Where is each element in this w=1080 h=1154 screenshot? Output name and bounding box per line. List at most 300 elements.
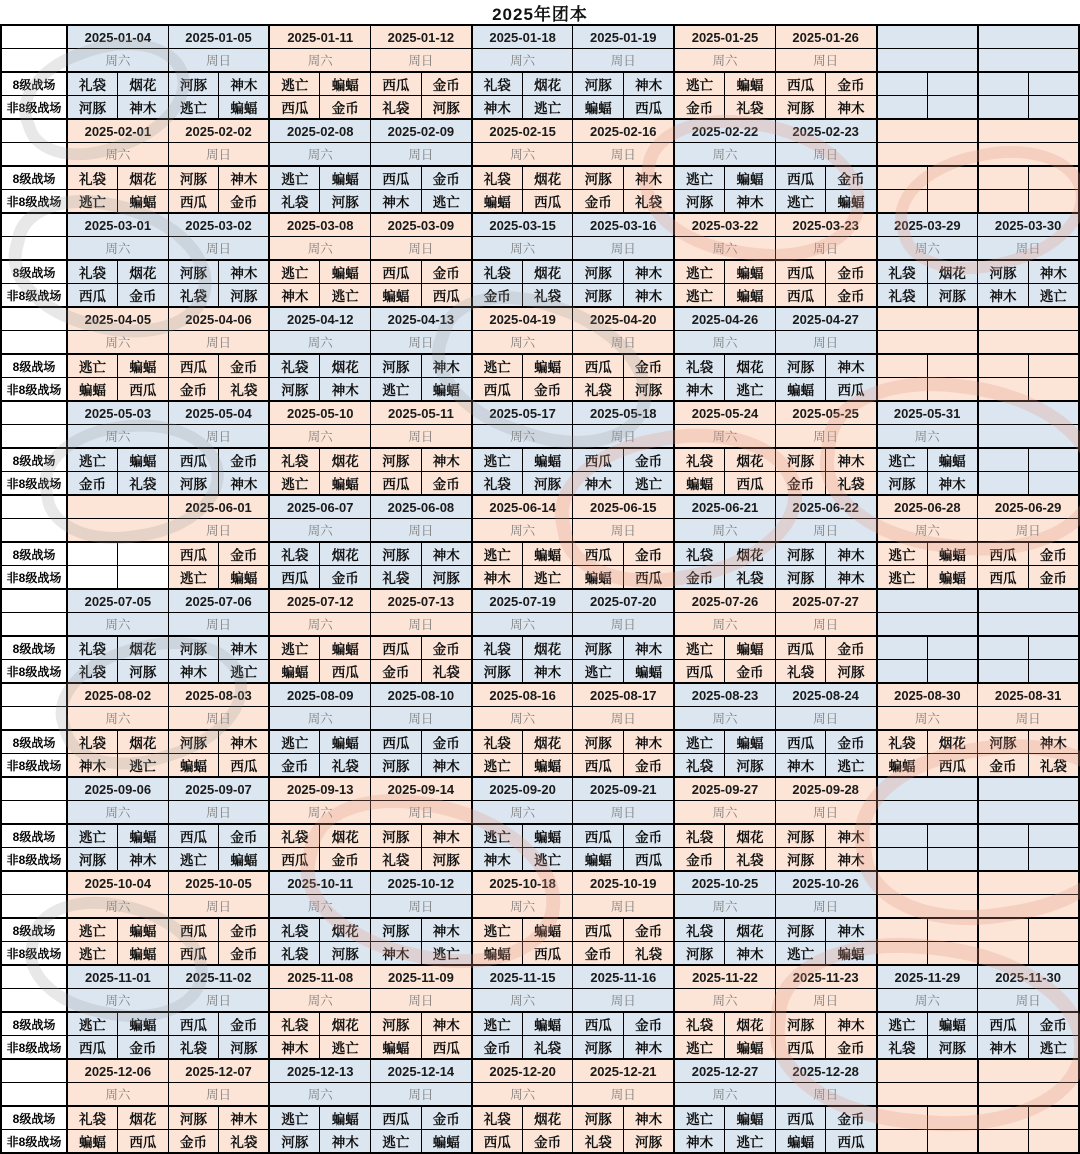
date-cell: 2025-01-05 [168, 25, 269, 49]
non-tier8-value-cell: 金币 [118, 284, 169, 308]
non-tier8-value-cell: 礼袋 [269, 942, 320, 966]
tier8-value-cell [877, 166, 928, 190]
month-days-row [1, 895, 1079, 919]
non-tier8-value-cell: 逃亡 [674, 1036, 725, 1060]
non-tier8-value-cell: 河豚 [472, 660, 523, 684]
weekday-cell: 周六 [674, 331, 775, 355]
non-tier8-value-cell: 礼袋 [573, 1130, 624, 1154]
month-dates-row [1, 871, 1079, 895]
tier8-value-cell: 西瓜 [168, 354, 219, 378]
date-cell: 2025-10-05 [168, 871, 269, 895]
weekday-cell: 周六 [269, 1083, 370, 1107]
tier8-value-cell: 西瓜 [775, 260, 826, 284]
date-cell: 2025-12-21 [573, 1059, 674, 1083]
date-cell: 2025-09-06 [67, 777, 168, 801]
tier8-value-cell: 神木 [421, 824, 472, 848]
tier8-value-cell: 逃亡 [269, 72, 320, 96]
empty-weekday-cell [978, 425, 1079, 449]
tier8-value-cell: 西瓜 [371, 730, 422, 754]
month-dates-row [1, 119, 1079, 143]
row-label-tier8: 8级战场 [1, 1106, 67, 1130]
weekday-cell: 周日 [978, 237, 1079, 261]
tier8-value-cell: 河豚 [978, 730, 1029, 754]
tier8-value-cell: 蝙蝠 [522, 354, 573, 378]
weekday-cell: 周六 [674, 613, 775, 637]
date-cell: 2025-10-26 [775, 871, 876, 895]
non-tier8-value-cell: 神木 [118, 96, 169, 120]
weekday-cell: 周日 [775, 49, 876, 73]
weekday-cell: 周六 [472, 613, 573, 637]
tier8-value-cell [1028, 824, 1079, 848]
non-tier8-value-cell: 礼袋 [624, 190, 675, 214]
date-cell: 2025-09-21 [573, 777, 674, 801]
non-tier8-value-cell [1028, 942, 1079, 966]
date-cell: 2025-05-25 [775, 401, 876, 425]
corner-cell [1, 49, 67, 73]
tier8-value-cell: 逃亡 [674, 166, 725, 190]
weekday-cell: 周日 [775, 425, 876, 449]
weekday-cell: 周日 [371, 143, 472, 167]
non-tier8-value-cell: 礼袋 [1028, 754, 1079, 778]
non-tier8-value-cell [927, 1130, 978, 1154]
non-tier8-value-cell: 逃亡 [1028, 1036, 1079, 1060]
date-cell: 2025-08-16 [472, 683, 573, 707]
non-tier8-value-cell: 神木 [624, 1036, 675, 1060]
non-tier8-value-cell: 逃亡 [624, 472, 675, 496]
tier8-value-cell: 河豚 [573, 636, 624, 660]
weekday-cell: 周日 [775, 989, 876, 1013]
tier8-value-cell [1028, 448, 1079, 472]
non-tier8-value-cell: 逃亡 [877, 566, 928, 590]
tier8-value-cell: 逃亡 [67, 918, 118, 942]
tier8-value-cell: 逃亡 [67, 448, 118, 472]
non-tier8-value-cell: 河豚 [371, 754, 422, 778]
tier8-value-cell: 逃亡 [269, 730, 320, 754]
empty-date-cell [978, 777, 1079, 801]
tier8-values-row [1, 730, 1079, 754]
tier8-value-cell: 西瓜 [371, 166, 422, 190]
tier8-value-cell: 蝙蝠 [320, 636, 371, 660]
non-tier8-values-row [1, 754, 1079, 778]
non-tier8-value-cell: 河豚 [624, 1130, 675, 1154]
date-cell: 2025-04-27 [775, 307, 876, 331]
tier8-value-cell: 逃亡 [877, 542, 928, 566]
non-tier8-value-cell: 逃亡 [1028, 284, 1079, 308]
non-tier8-value-cell [877, 660, 928, 684]
non-tier8-values-row [1, 96, 1079, 120]
date-cell: 2025-02-15 [472, 119, 573, 143]
non-tier8-value-cell: 逃亡 [371, 1130, 422, 1154]
tier8-value-cell: 西瓜 [775, 166, 826, 190]
weekday-cell: 周日 [371, 519, 472, 543]
weekday-cell: 周六 [674, 237, 775, 261]
date-cell: 2025-05-18 [573, 401, 674, 425]
weekday-cell: 周日 [371, 895, 472, 919]
tier8-value-cell: 河豚 [168, 72, 219, 96]
non-tier8-value-cell: 礼袋 [168, 284, 219, 308]
tier8-value-cell [978, 448, 1029, 472]
tier8-value-cell: 神木 [624, 1106, 675, 1130]
tier8-value-cell: 礼袋 [269, 824, 320, 848]
non-tier8-value-cell: 礼袋 [371, 566, 422, 590]
non-tier8-value-cell: 逃亡 [522, 848, 573, 872]
empty-date-cell [877, 1059, 978, 1083]
non-tier8-value-cell: 礼袋 [219, 1130, 270, 1154]
weekday-cell: 周六 [674, 895, 775, 919]
date-cell: 2025-12-27 [674, 1059, 775, 1083]
non-tier8-value-cell: 西瓜 [67, 284, 118, 308]
non-tier8-value-cell: 蝙蝠 [725, 284, 776, 308]
non-tier8-value-cell: 金币 [674, 566, 725, 590]
tier8-value-cell [1028, 354, 1079, 378]
tier8-value-cell [877, 636, 928, 660]
non-tier8-value-cell: 逃亡 [168, 566, 219, 590]
tier8-value-cell: 烟花 [320, 448, 371, 472]
tier8-value-cell: 蝙蝠 [320, 730, 371, 754]
date-cell: 2025-07-20 [573, 589, 674, 613]
empty-date-cell [978, 1059, 1079, 1083]
tier8-value-cell: 蝙蝠 [725, 72, 776, 96]
non-tier8-value-cell: 金币 [320, 566, 371, 590]
non-tier8-value-cell [978, 190, 1029, 214]
non-tier8-value-cell: 金币 [320, 96, 371, 120]
non-tier8-value-cell: 神木 [371, 190, 422, 214]
row-label-non-tier8: 非8级战场 [1, 96, 67, 120]
non-tier8-value-cell: 西瓜 [118, 1130, 169, 1154]
weekday-cell: 周日 [371, 613, 472, 637]
weekday-cell: 周日 [775, 613, 876, 637]
non-tier8-value-cell: 蝙蝠 [472, 942, 523, 966]
tier8-value-cell: 礼袋 [269, 448, 320, 472]
non-tier8-value-cell: 逃亡 [573, 660, 624, 684]
date-cell: 2025-07-26 [674, 589, 775, 613]
non-tier8-values-row [1, 1036, 1079, 1060]
weekday-cell: 周六 [67, 237, 168, 261]
tier8-value-cell: 逃亡 [877, 1012, 928, 1036]
tier8-values-row [1, 1012, 1079, 1036]
non-tier8-value-cell: 礼袋 [522, 284, 573, 308]
non-tier8-value-cell [927, 848, 978, 872]
tier8-value-cell: 礼袋 [269, 354, 320, 378]
non-tier8-value-cell: 西瓜 [219, 754, 270, 778]
corner-cell [1, 495, 67, 519]
non-tier8-value-cell [1028, 1130, 1079, 1154]
tier8-value-cell: 金币 [826, 636, 877, 660]
tier8-value-cell [927, 354, 978, 378]
corner-cell [1, 707, 67, 731]
non-tier8-value-cell: 礼袋 [118, 472, 169, 496]
weekday-cell: 周日 [371, 989, 472, 1013]
non-tier8-value-cell: 蝙蝠 [826, 942, 877, 966]
month-dates-row [1, 683, 1079, 707]
weekday-cell: 周六 [877, 989, 978, 1013]
non-tier8-value-cell [1028, 472, 1079, 496]
tier8-value-cell: 神木 [826, 824, 877, 848]
non-tier8-value-cell: 神木 [118, 848, 169, 872]
date-cell: 2025-03-16 [573, 213, 674, 237]
empty-weekday-cell [877, 143, 978, 167]
corner-cell [1, 331, 67, 355]
date-cell: 2025-10-18 [472, 871, 573, 895]
tier8-value-cell: 西瓜 [168, 542, 219, 566]
tier8-value-cell: 蝙蝠 [118, 1012, 169, 1036]
date-cell: 2025-11-15 [472, 965, 573, 989]
weekday-cell: 周日 [168, 895, 269, 919]
date-cell: 2025-01-04 [67, 25, 168, 49]
tier8-value-cell: 烟花 [118, 166, 169, 190]
weekday-cell: 周日 [371, 331, 472, 355]
row-label-non-tier8: 非8级战场 [1, 190, 67, 214]
date-cell: 2025-11-22 [674, 965, 775, 989]
tier8-value-cell: 神木 [219, 260, 270, 284]
non-tier8-value-cell: 河豚 [421, 96, 472, 120]
month-dates-row [1, 965, 1079, 989]
tier8-value-cell: 金币 [421, 260, 472, 284]
tier8-value-cell: 蝙蝠 [927, 448, 978, 472]
tier8-value-cell: 烟花 [320, 824, 371, 848]
tier8-value-cell: 神木 [826, 1012, 877, 1036]
corner-cell [1, 1059, 67, 1083]
tier8-value-cell: 蝙蝠 [725, 260, 776, 284]
tier8-value-cell: 金币 [421, 636, 472, 660]
tier8-value-cell: 河豚 [573, 1106, 624, 1130]
weekday-cell: 周六 [472, 425, 573, 449]
non-tier8-value-cell: 礼袋 [775, 660, 826, 684]
tier8-value-cell: 烟花 [725, 542, 776, 566]
date-cell: 2025-05-04 [168, 401, 269, 425]
month-days-row [1, 331, 1079, 355]
tier8-value-cell: 蝙蝠 [725, 166, 776, 190]
non-tier8-value-cell: 蝙蝠 [118, 942, 169, 966]
tier8-value-cell: 西瓜 [775, 72, 826, 96]
corner-cell [1, 895, 67, 919]
date-cell: 2025-01-19 [573, 25, 674, 49]
date-cell: 2025-11-01 [67, 965, 168, 989]
tier8-value-cell: 烟花 [522, 260, 573, 284]
non-tier8-value-cell: 神木 [371, 942, 422, 966]
non-tier8-value-cell: 蝙蝠 [775, 378, 826, 402]
date-cell: 2025-06-01 [168, 495, 269, 519]
non-tier8-value-cell: 神木 [978, 284, 1029, 308]
non-tier8-values-row [1, 848, 1079, 872]
non-tier8-value-cell: 蝙蝠 [219, 848, 270, 872]
date-cell: 2025-02-09 [371, 119, 472, 143]
weekday-cell: 周六 [472, 989, 573, 1013]
weekday-cell: 周六 [269, 989, 370, 1013]
non-tier8-value-cell: 逃亡 [421, 942, 472, 966]
tier8-value-cell: 西瓜 [573, 1012, 624, 1036]
non-tier8-value-cell: 逃亡 [168, 96, 219, 120]
tier8-value-cell: 礼袋 [472, 260, 523, 284]
weekday-cell: 周日 [775, 237, 876, 261]
date-cell: 2025-03-09 [371, 213, 472, 237]
weekday-cell: 周六 [67, 1083, 168, 1107]
row-label-non-tier8: 非8级战场 [1, 754, 67, 778]
month-dates-row [1, 777, 1079, 801]
weekday-cell: 周六 [269, 801, 370, 825]
date-cell: 2025-02-23 [775, 119, 876, 143]
non-tier8-value-cell: 逃亡 [674, 284, 725, 308]
empty-date-cell [877, 25, 978, 49]
tier8-value-cell: 西瓜 [573, 448, 624, 472]
non-tier8-value-cell: 河豚 [320, 190, 371, 214]
date-cell: 2025-10-04 [67, 871, 168, 895]
corner-cell [1, 683, 67, 707]
tier8-value-cell: 蝙蝠 [118, 354, 169, 378]
tier8-value-cell: 西瓜 [168, 1012, 219, 1036]
non-tier8-value-cell: 逃亡 [269, 472, 320, 496]
date-cell: 2025-03-02 [168, 213, 269, 237]
non-tier8-value-cell: 逃亡 [67, 190, 118, 214]
tier8-value-cell [978, 72, 1029, 96]
tier8-value-cell: 河豚 [573, 730, 624, 754]
non-tier8-value-cell: 金币 [219, 190, 270, 214]
date-cell: 2025-04-05 [67, 307, 168, 331]
date-cell: 2025-08-03 [168, 683, 269, 707]
weekday-cell: 周六 [269, 425, 370, 449]
tier8-value-cell: 烟花 [522, 166, 573, 190]
month-days-row [1, 519, 1079, 543]
tier8-value-cell: 神木 [624, 72, 675, 96]
tier8-value-cell: 逃亡 [472, 1012, 523, 1036]
non-tier8-value-cell: 西瓜 [624, 848, 675, 872]
tier8-value-cell: 金币 [421, 1106, 472, 1130]
tier8-value-cell: 礼袋 [472, 1106, 523, 1130]
tier8-value-cell: 蝙蝠 [725, 730, 776, 754]
weekday-cell: 周六 [472, 707, 573, 731]
date-cell: 2025-01-25 [674, 25, 775, 49]
weekday-cell: 周日 [573, 331, 674, 355]
non-tier8-value-cell [1028, 848, 1079, 872]
non-tier8-value-cell: 蝙蝠 [674, 472, 725, 496]
non-tier8-value-cell: 西瓜 [421, 1036, 472, 1060]
tier8-value-cell: 西瓜 [168, 448, 219, 472]
date-cell: 2025-12-14 [371, 1059, 472, 1083]
non-tier8-value-cell: 蝙蝠 [421, 378, 472, 402]
tier8-value-cell: 金币 [624, 542, 675, 566]
date-cell: 2025-04-19 [472, 307, 573, 331]
tier8-value-cell: 烟花 [927, 730, 978, 754]
non-tier8-value-cell [877, 96, 928, 120]
non-tier8-value-cell: 神木 [269, 1036, 320, 1060]
date-cell: 2025-07-13 [371, 589, 472, 613]
tier8-value-cell: 蝙蝠 [320, 72, 371, 96]
tier8-value-cell: 礼袋 [472, 730, 523, 754]
corner-cell [1, 425, 67, 449]
tier8-value-cell: 河豚 [168, 260, 219, 284]
weekday-cell: 周六 [674, 707, 775, 731]
non-tier8-value-cell: 逃亡 [522, 96, 573, 120]
non-tier8-value-cell [1028, 96, 1079, 120]
month-dates-row [1, 307, 1079, 331]
non-tier8-value-cell [877, 378, 928, 402]
non-tier8-value-cell: 河豚 [320, 942, 371, 966]
date-cell: 2025-01-18 [472, 25, 573, 49]
weekday-cell: 周六 [269, 49, 370, 73]
weekday-cell: 周六 [674, 49, 775, 73]
weekday-cell: 周日 [168, 613, 269, 637]
non-tier8-value-cell: 神木 [219, 472, 270, 496]
date-cell: 2025-09-28 [775, 777, 876, 801]
non-tier8-value-cell: 蝙蝠 [472, 190, 523, 214]
tier8-value-cell: 逃亡 [674, 260, 725, 284]
weekday-cell: 周六 [67, 425, 168, 449]
empty-weekday-cell [978, 331, 1079, 355]
non-tier8-value-cell: 礼袋 [826, 472, 877, 496]
non-tier8-value-cell: 金币 [168, 378, 219, 402]
non-tier8-value-cell: 神木 [725, 190, 776, 214]
weekday-cell: 周六 [674, 1083, 775, 1107]
non-tier8-value-cell: 逃亡 [371, 378, 422, 402]
tier8-value-cell: 河豚 [371, 1012, 422, 1036]
weekday-cell: 周六 [269, 707, 370, 731]
tier8-value-cell [67, 542, 118, 566]
tier8-value-cell: 礼袋 [674, 448, 725, 472]
empty-weekday-cell [978, 1083, 1079, 1107]
empty-date-cell [978, 871, 1079, 895]
page-title: 2025年团本 [492, 4, 588, 24]
row-label-non-tier8: 非8级战场 [1, 1130, 67, 1154]
non-tier8-value-cell: 神木 [472, 96, 523, 120]
month-dates-row [1, 213, 1079, 237]
date-cell: 2025-08-24 [775, 683, 876, 707]
tier8-value-cell [978, 166, 1029, 190]
weekday-cell: 周六 [67, 143, 168, 167]
date-cell: 2025-07-06 [168, 589, 269, 613]
date-cell: 2025-08-30 [877, 683, 978, 707]
weekday-cell: 周日 [168, 143, 269, 167]
weekday-cell: 周日 [775, 519, 876, 543]
weekday-cell: 周六 [67, 331, 168, 355]
tier8-value-cell [877, 824, 928, 848]
weekday-cell: 周六 [269, 895, 370, 919]
weekday-cell: 周日 [573, 801, 674, 825]
non-tier8-value-cell: 礼袋 [725, 566, 776, 590]
tier8-value-cell: 逃亡 [269, 1106, 320, 1130]
date-cell: 2025-05-10 [269, 401, 370, 425]
weekday-cell: 周日 [168, 49, 269, 73]
non-tier8-value-cell: 河豚 [67, 848, 118, 872]
non-tier8-value-cell: 蝙蝠 [573, 96, 624, 120]
tier8-value-cell: 蝙蝠 [320, 260, 371, 284]
non-tier8-value-cell: 礼袋 [472, 472, 523, 496]
empty-weekday-cell [67, 519, 168, 543]
corner-cell [1, 589, 67, 613]
tier8-value-cell: 礼袋 [67, 166, 118, 190]
non-tier8-value-cell: 蝙蝠 [371, 1036, 422, 1060]
tier8-value-cell: 河豚 [775, 824, 826, 848]
tier8-value-cell: 神木 [826, 918, 877, 942]
non-tier8-value-cell: 河豚 [67, 96, 118, 120]
non-tier8-value-cell: 河豚 [775, 96, 826, 120]
non-tier8-value-cell: 金币 [674, 848, 725, 872]
tier8-values-row [1, 72, 1079, 96]
weekday-cell: 周日 [978, 989, 1079, 1013]
date-cell: 2025-09-27 [674, 777, 775, 801]
corner-cell [1, 143, 67, 167]
non-tier8-value-cell: 神木 [269, 284, 320, 308]
date-cell: 2025-08-17 [573, 683, 674, 707]
weekday-cell: 周日 [775, 801, 876, 825]
non-tier8-value-cell: 金币 [472, 1036, 523, 1060]
non-tier8-value-cell: 礼袋 [371, 848, 422, 872]
non-tier8-value-cell: 西瓜 [118, 378, 169, 402]
date-cell: 2025-01-12 [371, 25, 472, 49]
date-cell: 2025-12-20 [472, 1059, 573, 1083]
date-cell: 2025-02-08 [269, 119, 370, 143]
corner-cell [1, 801, 67, 825]
tier8-value-cell: 河豚 [573, 166, 624, 190]
